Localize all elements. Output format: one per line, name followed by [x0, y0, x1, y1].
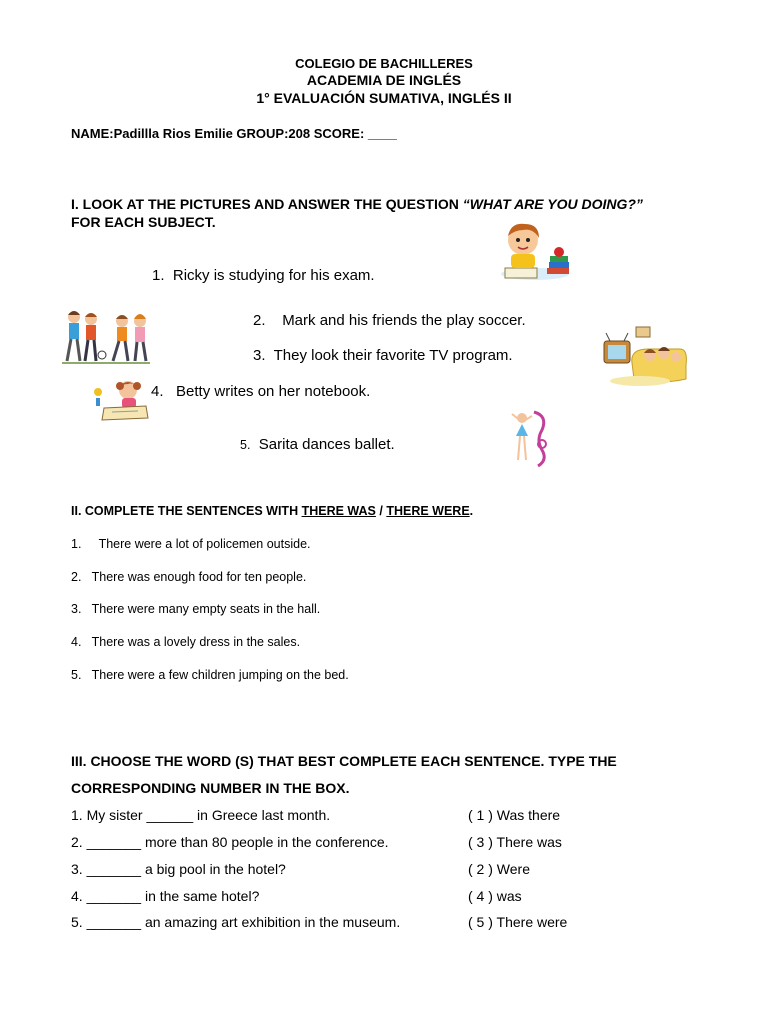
- section1-item-5: [240, 436, 395, 453]
- girl-dancing-ballet-picture: [508, 406, 554, 472]
- girl-writing-picture: [90, 376, 152, 422]
- section2-item-3: [71, 602, 320, 616]
- item-text: Betty writes on her notebook.: [176, 383, 371, 400]
- section3-answer-1: ( 1 ) Was there: [468, 807, 561, 823]
- item-text: There was enough food for ten people.: [91, 570, 307, 584]
- item-text: There were many empty seats in the hall.: [91, 602, 321, 616]
- item-text: Sarita dances ballet.: [258, 436, 395, 453]
- item-number: 3.: [253, 347, 266, 364]
- item-text: There was a lovely dress in the sales.: [91, 635, 301, 649]
- section3-question-2: 2. _______ more than 80 people in the conference.: [71, 834, 389, 850]
- academy-name: ACADEMIA DE INGLÉS: [306, 72, 462, 88]
- item-text: They look their favorite TV program.: [273, 347, 513, 364]
- title-separator: /: [375, 504, 387, 518]
- section1-item-2: [253, 312, 526, 329]
- option-there-was: THERE WAS: [301, 504, 376, 518]
- section1-item-4: [151, 383, 370, 400]
- section3-answer-4: ( 4 ) was: [468, 888, 522, 904]
- title-end: .: [469, 504, 474, 518]
- section1-item-1: [152, 267, 375, 284]
- section2-title-text: II. COMPLETE THE SENTENCES WITH: [71, 504, 302, 518]
- section1-title-line2: FOR EACH SUBJECT.: [71, 214, 216, 230]
- section1-item-3: [253, 347, 513, 364]
- kids-playing-soccer-picture: [58, 305, 154, 367]
- item-number: 2.: [253, 312, 266, 329]
- section1-title: [71, 196, 643, 212]
- item-number: 4.: [151, 383, 164, 400]
- section3-title: III. CHOOSE THE WORD (S) THAT BEST COMPLETE EACH SENTENCE. TYPE THE: [71, 753, 617, 769]
- family-watching-tv-picture: [600, 325, 690, 387]
- section3-question-1: 1. My sister ______ in Greece last month.: [71, 807, 331, 823]
- section2-item-4: [71, 635, 300, 649]
- boy-studying-picture: [493, 218, 575, 286]
- item-text: Ricky is studying for his exam.: [172, 267, 375, 284]
- option-there-were: THERE WERE: [386, 504, 470, 518]
- item-number: 1.: [152, 267, 165, 284]
- item-number: 5.: [240, 438, 251, 452]
- section3-question-4: 4. _______ in the same hotel?: [71, 888, 260, 904]
- item-text: There were a few children jumping on the bed.: [91, 668, 349, 682]
- exam-title: 1° EVALUACIÓN SUMATIVA, INGLÉS II: [256, 90, 512, 106]
- section2-item-5: [71, 668, 349, 682]
- section3-title-line2: CORRESPONDING NUMBER IN THE BOX.: [71, 780, 350, 796]
- section1-question: “WHAT ARE YOU DOING?”: [462, 196, 643, 212]
- school-name: COLEGIO DE BACHILLERES: [295, 56, 473, 71]
- item-number: 5.: [71, 668, 82, 682]
- section1-title-text: I. LOOK AT THE PICTURES AND ANSWER THE QUESTION: [71, 196, 463, 212]
- item-number: 4.: [71, 635, 82, 649]
- section3-answer-5: ( 5 ) There were: [468, 914, 568, 930]
- section3-answer-3: ( 2 ) Were: [468, 861, 530, 877]
- item-text: There were a lot of policemen outside.: [98, 537, 311, 551]
- section3-answer-2: ( 3 ) There was: [468, 834, 562, 850]
- section2-item-2: [71, 570, 306, 584]
- section2-title: [71, 504, 473, 518]
- student-info-line: NAME:Padillla Rios Emilie GROUP:208 SCORE: ____: [71, 126, 397, 141]
- item-number: 3.: [71, 602, 82, 616]
- section3-question-5: 5. _______ an amazing art exhibition in the museum.: [71, 914, 401, 930]
- item-number: 2.: [71, 570, 82, 584]
- section2-item-1: [71, 537, 311, 551]
- item-text: Mark and his friends the play soccer.: [282, 312, 526, 329]
- section3-question-3: 3. _______ a big pool in the hotel?: [71, 861, 286, 877]
- item-number: 1.: [71, 537, 82, 551]
